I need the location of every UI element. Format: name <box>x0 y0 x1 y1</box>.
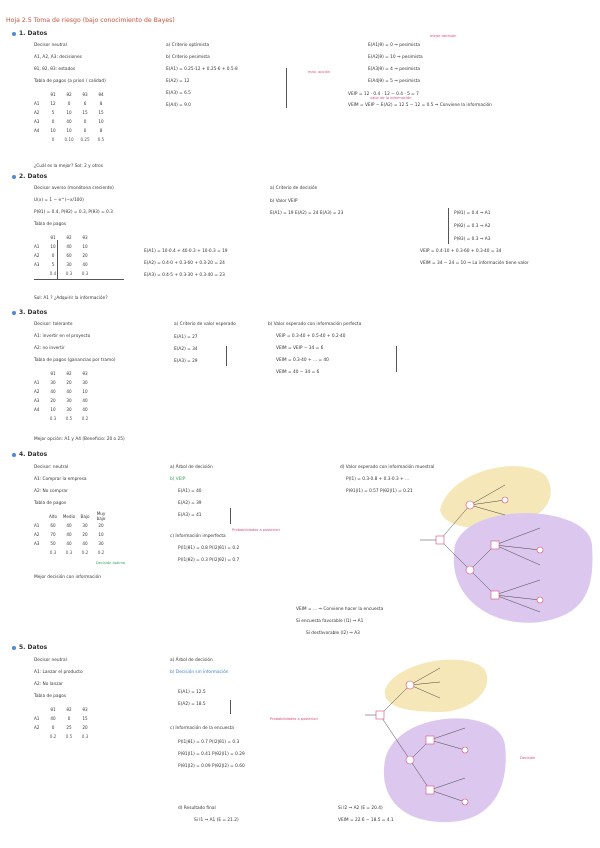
text-line: VEIM = 40 − 34 = 6 <box>276 370 320 375</box>
text-line: Tabla de pagos (ganancias por tramo) <box>34 358 116 363</box>
text-line: Decisor neutral <box>34 43 67 48</box>
text-line: a) Árbol de decisión <box>170 658 213 663</box>
text-line: Tabla de pagos <box>34 694 67 699</box>
text-line: VEIM = 34 − 24 = 10 ⇒ La información tiene valor <box>420 261 529 266</box>
text-line: E(A3) = 0.4·5 + 0.3·30 + 0.3·40 = 23 <box>144 273 225 278</box>
decision-node <box>491 541 499 549</box>
text-line: b) VEIP <box>170 477 186 482</box>
text-line: Decisor averso (monótona creciente) <box>34 186 114 191</box>
page-title: Hoja 2.5 Toma de riesgo (bajo conocimiento de Bayes) <box>6 17 175 24</box>
tree-blob-purple <box>454 513 593 623</box>
text-line: a) Criterio de decisión <box>270 186 318 191</box>
text-line: P(I1) = 0.3·0.8 + 0.3·0.3 + ... <box>346 477 410 482</box>
text-line: P(θ3) = 0.3 ⇒ A3 <box>454 237 491 242</box>
section-heading: 2. Datos <box>12 173 47 180</box>
text-line: Tabla de pagos <box>34 501 67 506</box>
annotation: Decisión óptima <box>96 561 126 565</box>
decision-node <box>426 736 434 744</box>
chance-node <box>462 747 468 753</box>
text-line: c) Información de la encuesta <box>170 726 234 731</box>
text-line: Mejor opción: A1 y A4 (Beneficio: 20 o 25) <box>34 437 125 442</box>
chance-node <box>406 681 414 689</box>
text-line: b) Valor VEIP <box>270 199 298 204</box>
text-line: E(A1) = 27 <box>174 335 198 340</box>
chance-node <box>466 501 474 509</box>
text-line: Sol: A1 ? ¿Adquirir la información? <box>34 296 108 301</box>
text-line: VEIM = VEIP − E(A2) = 12.5 − 12 = 0.5 ⇒ Conviene la información <box>348 103 492 108</box>
text-line: E(A2) = 39 <box>178 501 202 506</box>
text-line: E(A3) = 41 <box>178 513 202 518</box>
text-line: P(θ2) = 0.3 ⇒ A2 <box>454 224 491 229</box>
text-line: Mejor decisión con información <box>34 575 101 580</box>
section-heading: 5. Datos <box>12 644 47 651</box>
text-line: E(A1) = 19 E(A2) = 24 E(A3) = 23 <box>270 211 344 216</box>
text-line: d) Resultado final <box>178 806 216 811</box>
text-line: P(θ1|I1) = 0.41 P(θ2|I1) = 0.29 <box>178 752 245 757</box>
decision-node <box>426 786 434 794</box>
chance-node <box>537 547 543 553</box>
annotation: Decisión <box>520 756 536 760</box>
text-line: E(A3) = 6.5 <box>166 91 191 96</box>
text-line: E(A4|θ) = 5 ⇒ pesimista <box>368 79 420 84</box>
decision-node <box>491 591 499 599</box>
text-line: ¿Cuál es la mejor? Sol: 2 y otros <box>34 164 103 169</box>
text-line: θ1, θ2, θ3: estados <box>34 67 76 72</box>
text-line: c) Información imperfecta <box>170 534 226 539</box>
text-line: Si encuesta favorable (I1) ⇒ A1 <box>296 619 364 624</box>
payoff-table: θ1 θ2 θ3 A1 10 40 10 A2 0 60 20 A3 5 30 40 0.4 0.3 0.3 <box>34 235 89 276</box>
text-line: E(A2|θ) = 10 ⇒ pesimista <box>368 55 423 60</box>
payoff-table: θ1 θ2 θ3 A1 40 0 15 A2 0 25 20 0.2 0.5 0.3 <box>34 707 89 739</box>
annotation: max. opción <box>308 70 331 74</box>
text-line: Decisor: neutral <box>34 465 69 470</box>
tree-blob-purple <box>384 718 506 822</box>
text-line: a) Criterio optimista <box>166 43 210 48</box>
text-line: Si I2 ⇒ A2 (E = 20.4) <box>338 806 383 811</box>
text-line: VEIM = 0.3·40 + ... = 40 <box>276 358 329 363</box>
text-line: E(A2) = 0.4·0 + 0.3·60 + 0.3·20 = 24 <box>144 261 225 266</box>
text-line: P(I1|θ1) = 0.8 P(I2|θ1) = 0.2 <box>178 546 240 551</box>
text-line: E(A2) = 34 <box>174 347 198 352</box>
text-line: A1: invertir en el proyecto <box>34 334 91 339</box>
text-line: VEIP = 0.3·40 + 0.5·40 + 0.2·40 <box>276 334 346 339</box>
text-line: P(θ1|I1) = 0.57 P(θ2|I1) = 0.21 <box>346 489 413 494</box>
text-line: d) Valor esperado con información muestral <box>340 465 435 470</box>
chance-node <box>406 756 414 764</box>
text-line: E(A2) = 12 <box>166 79 190 84</box>
text-line: a) Árbol de decisión <box>170 465 213 470</box>
annotation: valor de la información <box>370 96 412 100</box>
text-line: E(A2) = 18.5 <box>178 702 206 707</box>
text-line: A2: No lanzar <box>34 682 63 687</box>
text-line: b) Decisión sin información <box>170 670 229 675</box>
text-line: VEIP = 12 · 0.4 · 12 − 0.4 · 5 = 7 <box>348 92 419 97</box>
text-line: P(θ1|I2) = 0.09 P(θ2|I2) = 0.60 <box>178 764 245 769</box>
text-line: A1: Comprar la empresa <box>34 477 87 482</box>
annotation: Probabilidades a posteriori <box>232 528 280 532</box>
text-line: E(A3|θ) = 4 ⇒ pesimista <box>368 67 420 72</box>
text-line: A1, A2, A3: decisiones <box>34 55 82 60</box>
section-heading: 1. Datos <box>12 30 47 37</box>
text-line: A2: No comprar <box>34 489 68 494</box>
text-line: U(x) = 1 − e^(−x/100) <box>34 198 84 203</box>
payoff-table: θ1 θ2 θ3 θ4 A1 12 0 6 8 A2 5 10 15 15 A3 0 40 0 10 A4 10 10 0 8 0 0.10 0.25 0.5 <box>34 92 105 142</box>
text-line: b) Criterio pesimista <box>166 55 210 60</box>
text-line: Decisor: tolerante <box>34 322 73 327</box>
text-line: a) Criterio de valor esperado <box>174 322 236 327</box>
text-line: E(A4) = 9.0 <box>166 103 191 108</box>
text-line: P(I1|θ1) = 0.7 P(I2|θ1) = 0.3 <box>178 740 240 745</box>
text-line: Tabla de pagos (a priori / calidad) <box>34 79 106 84</box>
payoff-table: Alto Medio Bajo Muy bajo A1 60 40 30 20 A2 70 40 20 10 A3 50 40 40 30 0.3 0.3 0.2 0.2 <box>34 511 106 555</box>
chance-node <box>537 597 543 603</box>
chance-node <box>462 799 468 805</box>
payoff-table: θ1 θ2 θ3 A1 30 20 30 A2 40 40 10 A3 20 30 40 A4 10 30 40 0.3 0.5 0.2 <box>34 371 89 421</box>
text-line: Decisor neutral <box>34 658 67 663</box>
text-line: P(θ1) = 0.4 ⇒ A1 <box>454 211 491 216</box>
text-line: E(A1) = 12.5 <box>178 690 206 695</box>
section-heading: 4. Datos <box>12 451 47 458</box>
chance-node <box>502 497 508 503</box>
text-line: Si desfavorable (I2) ⇒ A3 <box>306 631 360 636</box>
section-heading: 3. Datos <box>12 309 47 316</box>
text-line: A1: Lanzar el producto <box>34 670 83 675</box>
text-line: Tabla de pagos <box>34 222 67 227</box>
text-line: VEIM = ... ⇒ Conviene hacer la encuesta <box>296 607 384 612</box>
decision-node <box>376 711 384 719</box>
text-line: VEIM = 22.6 − 18.5 = 4.1 <box>338 818 394 823</box>
text-line: VEIM = VEIP − 34 = 6 <box>276 346 324 351</box>
annotation: Probabilidades a posteriori <box>270 717 318 721</box>
text-line: VEIP = 0.4·10 + 0.3·60 + 0.3·40 = 34 <box>420 249 502 254</box>
text-line: E(A3) = 29 <box>174 359 198 364</box>
text-line: E(A1) = 10·0.4 + 40·0.3 + 10·0.3 = 19 <box>144 249 228 254</box>
text-line: P(I1|θ2) = 0.3 P(I2|θ2) = 0.7 <box>178 558 240 563</box>
chance-node <box>466 566 474 574</box>
annotation: mejor decisión <box>430 34 457 38</box>
text-line: P(θ1) = 0.4, P(θ2) = 0.3, P(θ3) = 0.3 <box>34 210 113 215</box>
text-line: Si I1 ⇒ A1 (E = 21.2) <box>194 818 239 823</box>
text-line: E(A1|θ) = 0 ⇒ pesimista <box>368 43 420 48</box>
text-line: A2: no invertir <box>34 346 65 351</box>
decision-node <box>436 536 444 544</box>
text-line: b) Valor esperado con información perfecta <box>268 322 362 327</box>
text-line: E(A1) = 40 <box>178 489 202 494</box>
text-line: E(A1) = 0.25·12 + 0.25·6 + 0.5·8 <box>166 67 238 72</box>
tree-blob-yellow <box>385 660 487 712</box>
